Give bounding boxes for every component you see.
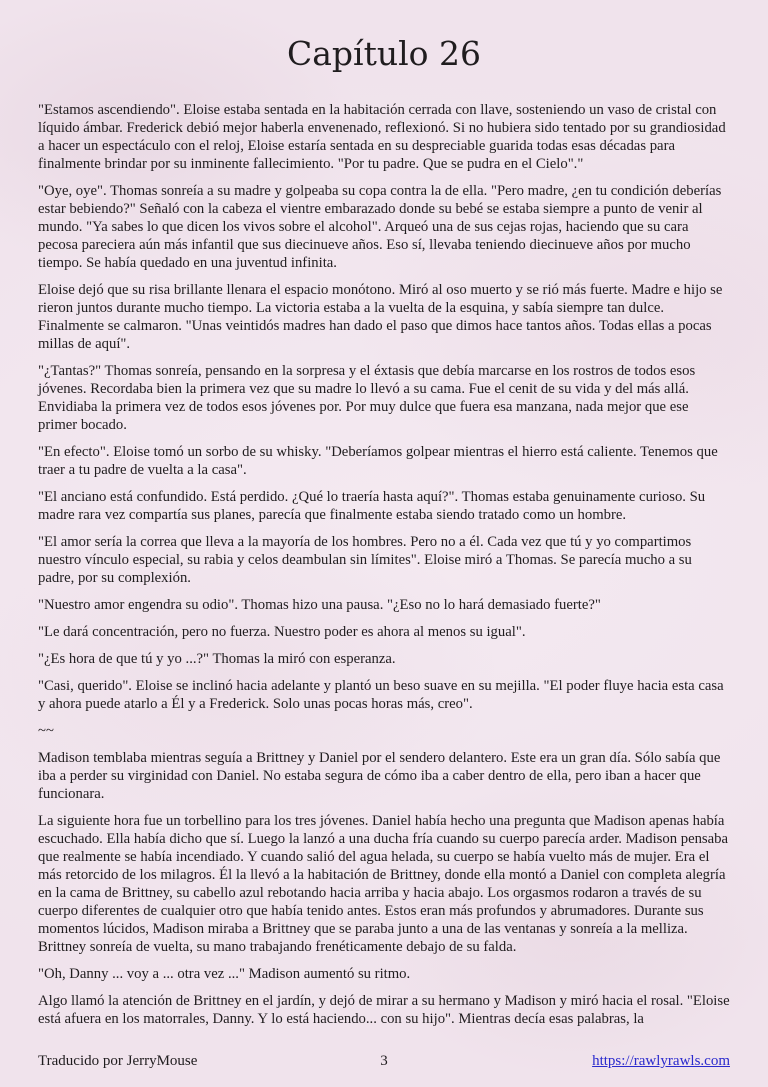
body-paragraph: "En efecto". Eloise tomó un sorbo de su whisky. "Deberíamos golpear mientras el hierro está caliente. Tenemos que traer a tu padre de vuelta a la casa". [38,443,718,478]
body-paragraph: Madison temblaba mientras seguía a Brittney y Daniel por el sendero delantero. Este era un gran día. Sólo sabía que iba a perder su virginidad con Daniel. No estaba segura de cómo iba a caber dentro de ella, pero iban a hacer que funcionara. [38,749,721,802]
body-paragraph: "El amor sería la correa que lleva a la mayoría de los hombres. Pero no a él. Cada vez que tú y yo compartimos nuestro vínculo especial, su rabia y celos deambulan sin límites". Eloise miró a Thomas. Se parecía mucho a su padre, por su complexión. [38,533,692,586]
body-paragraph: "Casi, querido". Eloise se inclinó hacia adelante y plantó un beso suave en su mejilla. "El poder fluye hacia esta casa y ahora puede atarlo a Él y a Frederick. Solo unas pocas horas más, creo". [38,677,724,712]
body-paragraph: "Oye, oye". Thomas sonreía a su madre y golpeaba su copa contra la de ella. "Pero madre, ¿en tu condición deberías estar bebiendo?" Señaló con la cabeza el vientre embarazado donde su bebé se estaba siempre a punto de venir al mundo. "Ya sabes lo que dicen los vivos sobre el alcohol". Arqueó una de sus cejas rojas, haciendo que su cara pecosa pareciera aún más infantil que sus diecinueve años. Eso sí, llevaba teniendo diecinueve años por mucho tiempo. Se había quedado en una juventud infinita. [38,182,722,271]
body-paragraph: La siguiente hora fue un torbellino para los tres jóvenes. Daniel había hecho una pregunta que Madison apenas había escuchado. Ella había dicho que sí. Luego la lanzó a una ducha fría cuando su cuerpo parecía arder. Madison pensaba que realmente se había incendiado. Y cuando salió del agua helada, su cuerpo se había vuelto más de mujer. Era el más retorcido de los milagros. Él la llevó a la habitación de Brittney, donde ella montó a Daniel con completa alegría en la cama de Brittney, su cabello azul rebotando hacia arriba y hacia abajo. Los orgasmos rodaron a través de su cuerpo diferentes de cualquier otro que había tenido antes. Estos eran más profundos y abrumadores. Durante sus momentos lúcidos, Madison miraba a Brittney que se paraba junto a una de las ventanas y sonreía a la melliza. Brittney sonreía de vuelta, su mano trabajando frenéticamente debajo de su falda. [38,812,729,955]
body-paragraph: "Oh, Danny ... voy a ... otra vez ..." Madison aumentó su ritmo. [38,965,411,982]
translator-credit: Traducido por JerryMouse [38,1053,198,1069]
site-link[interactable]: https://rawlyrawls.com [592,1053,730,1069]
page-footer [38,1051,730,1071]
body-paragraph: "¿Tantas?" Thomas sonreía, pensando en la sorpresa y el éxtasis que debía marcarse en los rostros de todos esos jóvenes. Recordaba bien la primera vez que su madre lo llevó a su cama. Fue el cenit de su vida y del más allá. Envidiaba la primera vez de todos esos jóvenes por. Por muy dulce que fuera esa manzana, nada mejor que ese primer bocado. [38,362,696,433]
body-paragraph: "Le dará concentración, pero no fuerza. Nuestro poder es ahora al menos su igual". [38,623,526,640]
body-paragraph: "Nuestro amor engendra su odio". Thomas hizo una pausa. "¿Eso no lo hará demasiado fuerte?" [38,596,601,613]
body-paragraph: Eloise dejó que su risa brillante llenara el espacio monótono. Miró al oso muerto y se rió más fuerte. Madre e hijo se rieron juntos durante mucho tiempo. La victoria estaba a la vuelta de la esquina, y sabía siempre tan dulce. Finalmente se calmaron. "Unas veintidós madres han dado el paso que dimos hace tantos años. Todas ellas a pocas millas de aquí". [38,281,723,352]
body-paragraph: Algo llamó la atención de Brittney en el jardín, y dejó de mirar a su hermano y Madison y miró hacia el rosal. "Eloise está afuera en los matorrales, Danny. Y lo está haciendo... con su hijo". Mientras decía esas palabras, la [38,992,730,1027]
body-paragraph: "Estamos ascendiendo". Eloise estaba sentada en la habitación cerrada con llave, sosteniendo un vaso de cristal con líquido ámbar. Frederick debió mejor haberla envenenado, reflexionó. Si no hubiera sido tentado por su grandiosidad a hacer un espectáculo con el reloj, Eloise estaría sentada en su despreciable guarida todas esas décadas para finalmente brindar por su inminente fallecimiento. "Por tu padre. Que se pudra en el Cielo"." [38,101,726,172]
page-number: 3 [380,1053,388,1069]
body-paragraph: "El anciano está confundido. Está perdido. ¿Qué lo traería hasta aquí?". Thomas estaba genuinamente curioso. Su madre rara vez compartía sus planes, parecía que finalmente estaba siendo tratado como un hombre. [38,488,706,523]
body-paragraph: "¿Es hora de que tú y yo ...?" Thomas la miró con esperanza. [38,650,396,667]
chapter-title: Capítulo 26 [286,34,482,73]
section-separator: ~~ [38,722,54,739]
chapter-body [38,101,730,1028]
